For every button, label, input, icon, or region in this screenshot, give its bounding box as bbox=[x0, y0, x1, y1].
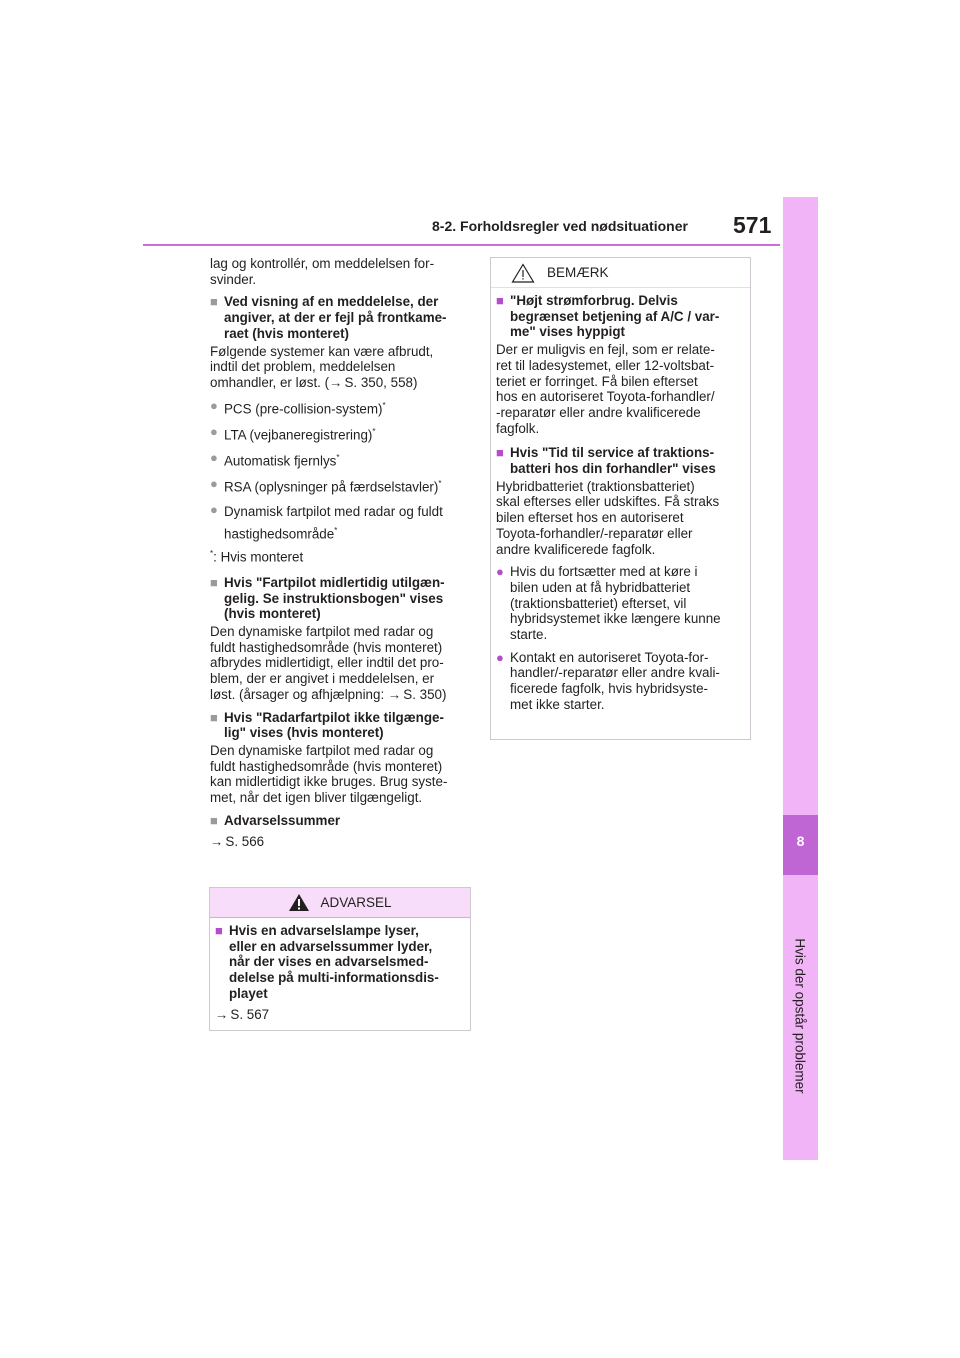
list-item: ● PCS (pre-collision-system)* bbox=[210, 397, 386, 417]
bullet-icon: ● bbox=[210, 502, 218, 518]
note-heading: ■ Hvis "Tid til service af traktions- batteri hos din forhandler" vises bbox=[496, 445, 716, 477]
page-reference[interactable]: S. 350) bbox=[403, 686, 447, 702]
section-title: 8-2. Forholdsregler ved nødsituationer bbox=[432, 218, 688, 234]
chapter-label: Hvis der opstår problemer bbox=[792, 938, 808, 1094]
paragraph bbox=[215, 1007, 465, 1023]
square-bullet-icon: ■ bbox=[210, 709, 218, 725]
square-bullet-icon: ■ bbox=[496, 293, 504, 308]
header-rule bbox=[143, 244, 780, 246]
paragraph: Hybridbatteriet (traktionsbatteriet) skal efterses eller udskiftes. Få straks bilen efterset hos en autoriseret Toyota-forhandler/-reparatør eller andre kvalificerede fagfolk. bbox=[496, 478, 720, 557]
note-heading: ■ "Højt strømforbrug. Delvis begrænset betjening af A/C / var- me" vises hyppigt bbox=[496, 293, 720, 340]
section-heading: ■ Hvis "Fartpilot midlertidig utilgæn- gelig. Se instruktionsbogen" vises (hvis monteret) bbox=[210, 574, 445, 622]
arrow-icon: → bbox=[210, 833, 224, 849]
note-header bbox=[491, 258, 750, 288]
note-box bbox=[490, 257, 751, 740]
paragraph: Der er muligvis en fejl, som er relate- ret til ladesystemet, eller 12-voltsbat- teriet er forringet. Få bilen efterset hos en autoriseret Toyota-forhandler/ -reparatør eller andre kvalificerede fagfolk. bbox=[496, 342, 715, 436]
caution-outline-icon bbox=[511, 263, 535, 283]
bullet-icon: ● bbox=[210, 449, 218, 465]
page-reference[interactable]: S. 567 bbox=[230, 1006, 270, 1022]
list-item: ● Dynamisk fartpilot med radar og fuldt hastighedsområde* bbox=[210, 502, 443, 542]
list-item: ● Kontakt en autoriseret Toyota-for- handler/-reparatør eller andre kvali- ficerede fagfolk, hvis hybridsyste- met ikke starter. bbox=[496, 649, 720, 712]
bullet-icon: ● bbox=[210, 397, 218, 413]
list-item: ● Automatisk fjernlys* bbox=[210, 449, 340, 469]
page-reference[interactable]: S. 350, 558) bbox=[344, 374, 418, 390]
arrow-icon: → bbox=[215, 1006, 229, 1022]
warning-label: ADVARSEL bbox=[320, 895, 392, 910]
list-item: ● Hvis du fortsætter med at køre i bilen uden at få hybridbatteriet (traktionsbatteriet) efterset, vil hybridsystemet ikke længere kunne starte. bbox=[496, 564, 721, 643]
list-item: ● RSA (oplysninger på færdselstavler)* bbox=[210, 476, 442, 495]
bullet-icon: ● bbox=[496, 564, 504, 580]
bullet-icon: ● bbox=[210, 423, 218, 439]
list-item: ● LTA (vejbaneregistrering)* bbox=[210, 423, 376, 443]
square-bullet-icon: ■ bbox=[210, 294, 218, 310]
chapter-number: 8 bbox=[796, 833, 805, 849]
paragraph: Den dynamiske fartpilot med radar og fuldt hastighedsområde (hvis monteret) afbrydes midlertidigt, eller indtil det pro- blem, der er angivet i meddelelsen, er løst. (årsager og afhjælpning: → S. 350) bbox=[210, 624, 447, 702]
paragraph: Følgende systemer kan være afbrudt, indtil det problem, meddelelsen omhandler, er løst. (→ S. 350, 558) bbox=[210, 343, 434, 390]
section-heading: ■ Ved visning af en meddelelse, der angiver, at der er fejl på frontkame- raet (hvis monteret) bbox=[210, 294, 447, 341]
bullet-icon: ● bbox=[496, 649, 504, 665]
section-heading: ■ Hvis "Radarfartpilot ikke tilgænge- lig" vises (hvis monteret) bbox=[210, 709, 444, 741]
note-label: BEMÆRK bbox=[547, 265, 609, 280]
bullet-icon: ● bbox=[210, 476, 218, 492]
page-number: 571 bbox=[733, 212, 772, 238]
square-bullet-icon: ■ bbox=[496, 445, 504, 461]
footnote: *: Hvis monteret bbox=[210, 548, 304, 565]
arrow-icon: → bbox=[329, 374, 343, 390]
paragraph: Den dynamiske fartpilot med radar og fuldt hastighedsområde (hvis monteret) kan midlertidigt ikke bruges. Brug syste- met, når det igen bliver tilgængeligt. bbox=[210, 742, 448, 806]
square-bullet-icon: ■ bbox=[215, 923, 223, 938]
paragraph bbox=[210, 834, 470, 850]
arrow-icon: → bbox=[387, 686, 402, 702]
warning-triangle-icon bbox=[288, 893, 310, 912]
intro-text: lag og kontrollér, om meddelelsen for- svinder. bbox=[210, 256, 435, 287]
warning-heading: ■ Hvis en advarselslampe lyser, eller en advarselssummer lyder, når der vises en advarselsmed- delelse på multi-informationsdis- playet bbox=[215, 923, 439, 1001]
square-bullet-icon: ■ bbox=[210, 574, 218, 590]
square-bullet-icon: ■ bbox=[210, 812, 218, 828]
left-column bbox=[210, 256, 470, 856]
section-heading: ■ Advarselssummer bbox=[210, 812, 341, 828]
page-reference[interactable]: S. 566 bbox=[225, 833, 265, 849]
warning-header bbox=[210, 888, 470, 918]
warning-box bbox=[209, 887, 471, 1031]
